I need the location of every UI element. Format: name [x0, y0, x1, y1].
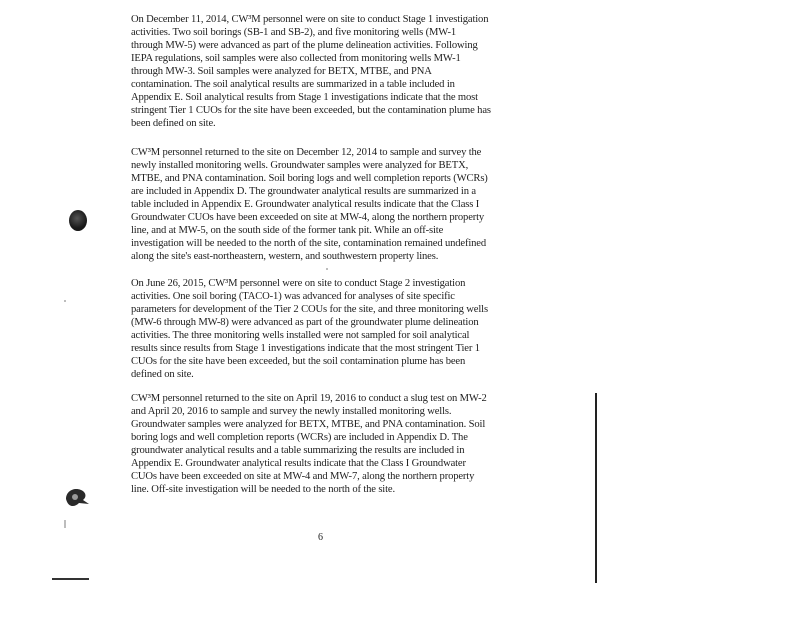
paragraph-line: and April 20, 2016 to sample and survey the newly installed monitoring wells. [131, 406, 452, 417]
paragraph-line: CUOs have been exceeded on site at MW-4 and MW-7, along the northern property [131, 471, 475, 482]
scan-speck [326, 268, 328, 270]
paragraph-line: IEPA regulations, soil samples were also collected from monitoring wells MW-1 [131, 53, 461, 64]
paragraph-line: newly installed monitoring wells. Groundwater samples were analyzed for BETX, [131, 160, 469, 171]
paragraph-line: stringent Tier 1 CUOs for the site have been exceeded, but the contamination plume has [131, 105, 491, 116]
paragraph-line: CW³M personnel returned to the site on April 19, 2016 to conduct a slug test on MW-2 [131, 393, 487, 404]
paragraph-line: investigation will be needed to the north of the site, contamination remained undefined [131, 238, 486, 249]
paragraph-line: line, and at MW-5, on the south side of the former tank pit. While an off-site [131, 225, 444, 236]
paragraph-line: Appendix E. Soil analytical results from Stage 1 investigations indicate that the most [131, 92, 478, 103]
page-number: 6 [318, 532, 323, 543]
punch-hole-mark [69, 210, 87, 231]
paragraph-line: along the site's east-northeastern, western, and southwestern property lines. [131, 251, 439, 262]
paragraph-stage2-investigation [131, 277, 523, 381]
paragraph-line: activities. Two soil borings (SB-1 and SB-2), and five monitoring wells (MW-1 [131, 27, 457, 38]
binder-clip-mark-icon [62, 485, 92, 513]
paragraph-line: (MW-6 through MW-8) were advanced as part of the groundwater plume delineation [131, 317, 479, 328]
paragraph-line: activities. The three monitoring wells installed were not sampled for soil analytical [131, 330, 470, 341]
paragraph-line: line. Off-site investigation will be needed to the north of the site. [131, 484, 395, 495]
paragraph-line: through MW-5) were advanced as part of the plume delineation activities. Following [131, 40, 478, 51]
paragraph-line: been defined on site. [131, 118, 216, 129]
paragraph-line: defined on site. [131, 369, 194, 380]
scan-speck [64, 300, 66, 302]
paragraph-line: activities. One soil boring (TACO-1) was advanced for analyses of site specific [131, 291, 455, 302]
paragraph-slug-test-2016 [131, 392, 523, 496]
paragraph-line: contamination. The soil analytical results are summarized in a table included in [131, 79, 455, 90]
paragraph-line: Appendix E. Groundwater analytical results indicate that the Class I Groundwater [131, 458, 466, 469]
paragraph-line: table included in Appendix E. Groundwater analytical results indicate that the Class I [131, 199, 480, 210]
paragraph-line: through MW-3. Soil samples were analyzed for BETX, MTBE, and PNA [131, 66, 432, 77]
scan-speck [64, 520, 66, 528]
paragraph-line: are included in Appendix D. The groundwater analytical results are summarized in a [131, 186, 476, 197]
paragraph-line: Groundwater CUOs have been exceeded on site at MW-4, along the northern property [131, 212, 485, 223]
horizontal-margin-rule [52, 578, 89, 580]
paragraph-stage1-investigation [131, 13, 523, 130]
paragraph-line: MTBE, and PNA contamination. Soil boring logs and well completion reports (WCRs) [131, 173, 488, 184]
paragraph-line: CW³M personnel returned to the site on December 12, 2014 to sample and survey the [131, 147, 482, 158]
paragraph-line: On June 26, 2015, CW³M personnel were on site to conduct Stage 2 investigation [131, 278, 466, 289]
paragraph-groundwater-sampling-2014 [131, 146, 523, 263]
paragraph-line: Groundwater samples were analyzed for BETX, MTBE, and PNA contamination. Soil [131, 419, 486, 430]
paragraph-line: parameters for development of the Tier 2 COUs for the site, and three monitoring wells [131, 304, 488, 315]
paragraph-line: results since results from Stage 1 investigations indicate that the most stringent Tier 1 [131, 343, 480, 354]
paragraph-line: groundwater analytical results and a table summarizing the results are included in [131, 445, 465, 456]
paragraph-line: boring logs and well completion reports (WCRs) are included in Appendix D. The [131, 432, 468, 443]
paragraph-line: On December 11, 2014, CW³M personnel were on site to conduct Stage 1 investigation [131, 14, 489, 25]
paragraph-line: CUOs for the site have been exceeded, but the soil contamination plume has been [131, 356, 466, 367]
vertical-margin-rule [595, 393, 597, 583]
